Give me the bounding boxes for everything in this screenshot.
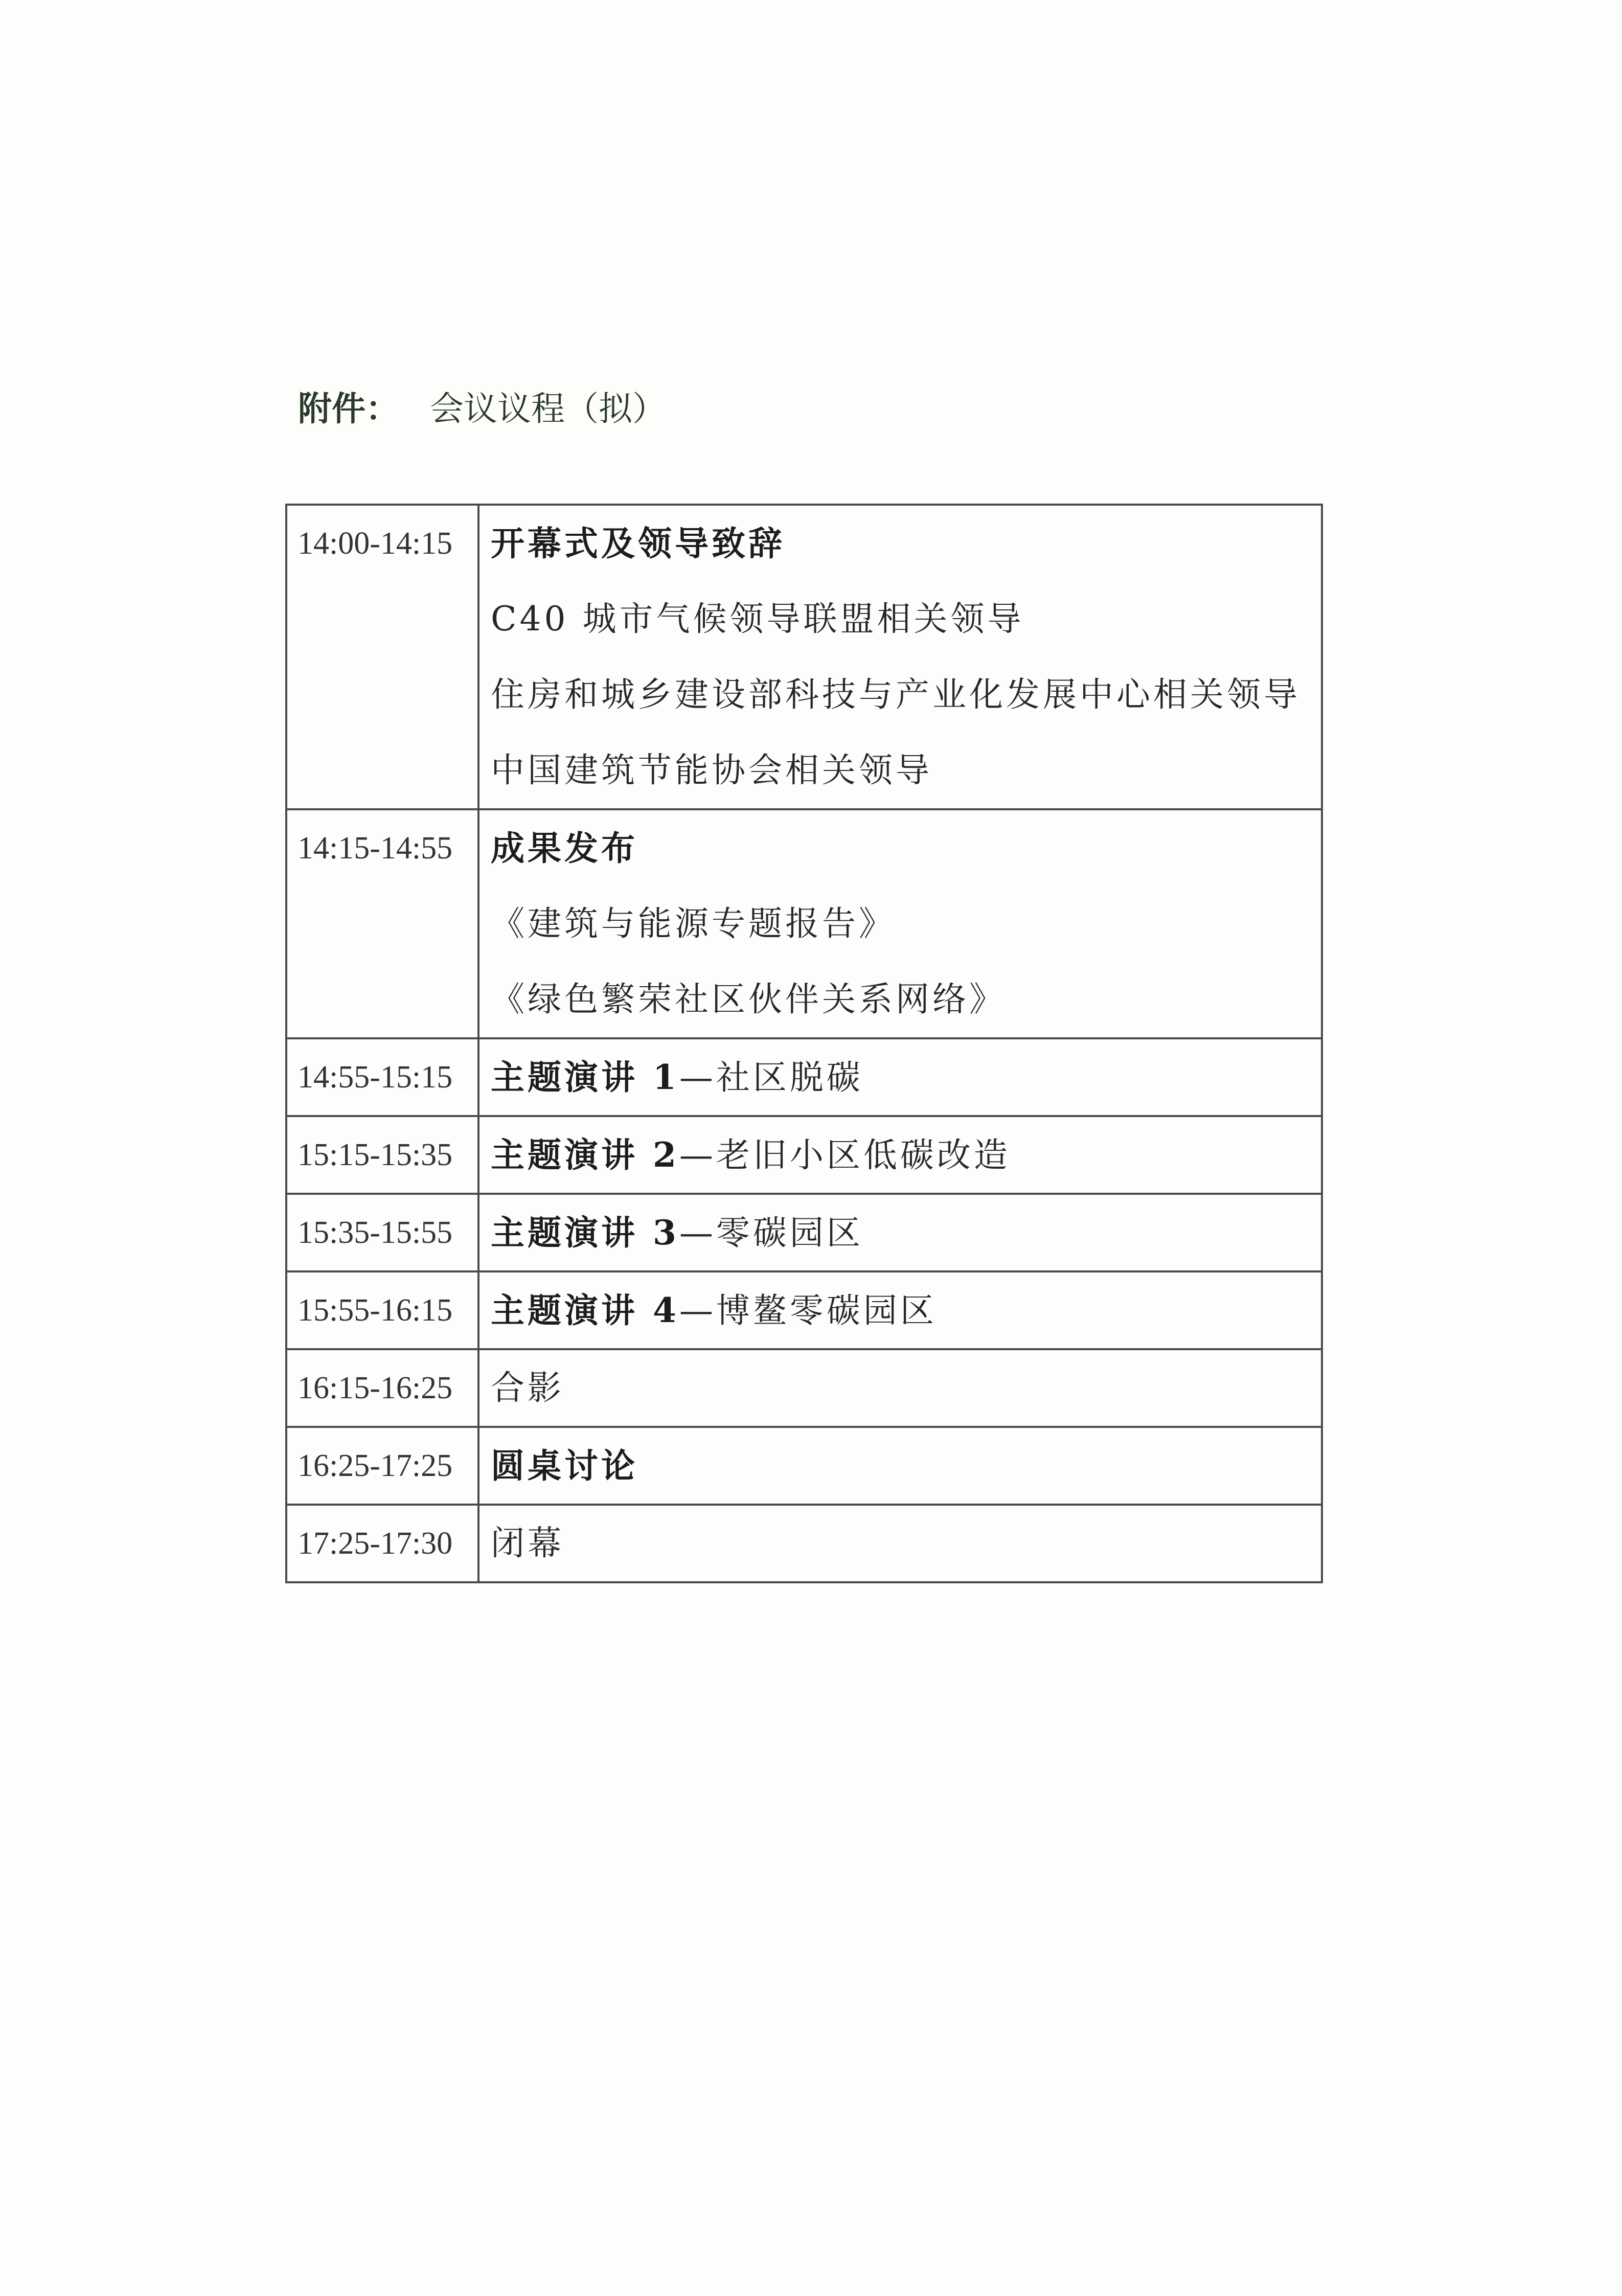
table-row	[286, 809, 1322, 1038]
session-detail: 《绿色繁荣社区伙伴关系网络》	[491, 980, 1006, 1019]
agenda-table	[285, 504, 1323, 1583]
table-row	[286, 1116, 1322, 1194]
session-title: 圆桌讨论	[491, 1446, 638, 1486]
session-title: 主题演讲 1	[491, 1057, 679, 1097]
session-subtitle: —零碳园区	[679, 1213, 863, 1253]
session-subtitle: —老旧小区低碳改造	[679, 1135, 1011, 1175]
session-detail: 《建筑与能源专题报告》	[491, 904, 896, 943]
session-detail: 中国建筑节能协会相关领导	[491, 751, 932, 790]
session-line	[491, 1272, 1321, 1348]
attachment-label: 附件：	[298, 389, 399, 428]
session-line	[491, 1195, 1321, 1270]
session-line	[491, 1039, 1321, 1115]
time-cell: 14:55-15:15	[286, 1038, 478, 1116]
session-title: 主题演讲 3	[491, 1213, 679, 1253]
session-title: 合影	[491, 1368, 564, 1407]
table-row	[286, 1194, 1322, 1271]
session-title: 开幕式及领导致辞	[491, 524, 785, 563]
item-cell	[478, 1038, 1322, 1116]
session-subtitle: —社区脱碳	[679, 1058, 863, 1097]
time-cell: 15:55-16:15	[286, 1271, 478, 1349]
document-heading	[298, 383, 666, 435]
session-line	[491, 1117, 1321, 1193]
item-cell	[478, 1271, 1322, 1349]
table-row	[286, 1505, 1322, 1582]
table-row	[286, 1271, 1322, 1349]
time-cell: 14:00-14:15	[286, 505, 478, 809]
time-cell: 14:15-14:55	[286, 809, 478, 1038]
item-cell	[478, 505, 1322, 809]
time-cell: 15:15-15:35	[286, 1116, 478, 1194]
session-subtitle: —博鳌零碳园区	[679, 1291, 937, 1330]
item-cell	[478, 1194, 1322, 1271]
item-cell	[478, 1505, 1322, 1582]
table-row	[286, 1427, 1322, 1505]
session-title: 主题演讲 4	[491, 1290, 679, 1330]
item-cell	[478, 1349, 1322, 1427]
item-cell	[478, 1427, 1322, 1505]
session-title: 闭幕	[491, 1524, 564, 1563]
time-cell: 15:35-15:55	[286, 1194, 478, 1271]
session-detail: 住房和城乡建设部科技与产业化发展中心相关领导	[491, 675, 1300, 714]
session-title: 成果发布	[491, 828, 638, 868]
session-title: 主题演讲 2	[491, 1135, 679, 1175]
time-cell: 16:25-17:25	[286, 1427, 478, 1505]
time-cell: 17:25-17:30	[286, 1505, 478, 1582]
time-cell: 16:15-16:25	[286, 1349, 478, 1427]
table-row	[286, 505, 1322, 809]
item-cell	[478, 1116, 1322, 1194]
table-row	[286, 1038, 1322, 1116]
table-row	[286, 1349, 1322, 1427]
session-detail: C40 城市气候领导联盟相关领导	[491, 599, 1024, 639]
agenda-title: 会议议程（拟）	[430, 389, 666, 428]
item-cell	[478, 809, 1322, 1038]
